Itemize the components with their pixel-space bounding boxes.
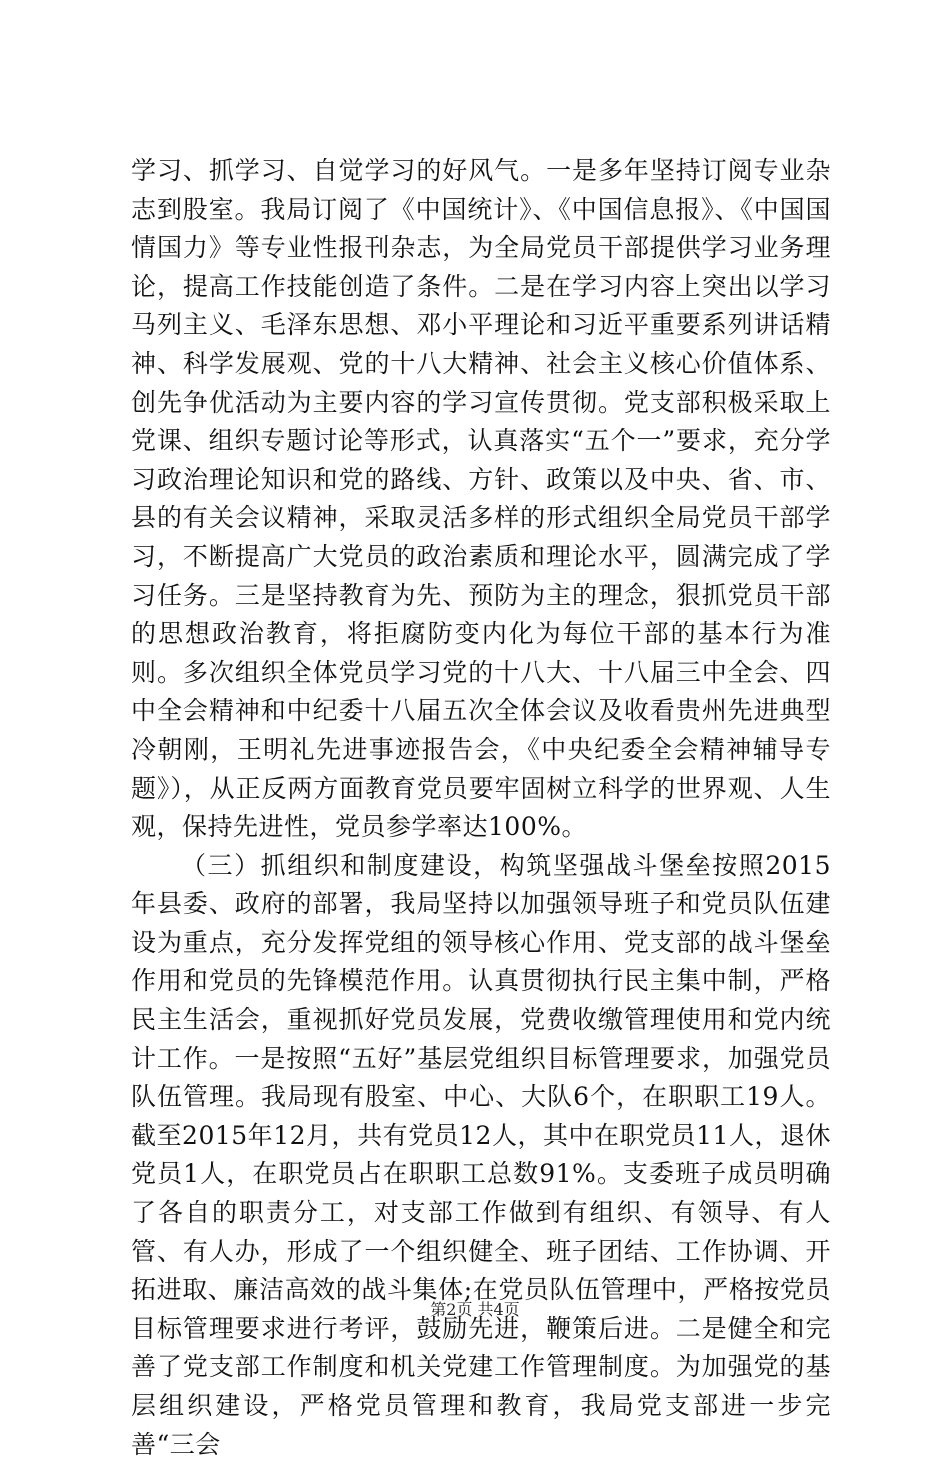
paragraph-study: 学习、抓学习、自觉学习的好风气。一是多年坚持订阅专业杂志到股室。我局订阅了《中国统计》、《中国信息报》、《中国国情国力》等专业性报刊杂志，为全局党员干部提供学习业务理论，提高工作技能创造了条件。二是在学习内容上突出以学习马列主义、毛泽东思想、邓小平理论和习近平重要系列讲话精神、科学发展观、党的十八大精神、社会主义核心价值体系、创先争优活动为主要内容的学习宣传贯彻。党支部积极采取上党课、组织专题讨论等形式，认真落实“五个一”要求，充分学习政治理论知识和党的路线、方针、政策以及中央、省、市、县的有关会议精神，采取灵活多样的形式组织全局党员干部学习，不断提高广大党员的政治素质和理论水平，圆满完成了学习任务。三是坚持教育为先、预防为主的理念，狠抓党员干部的思想政治教育，将拒腐防变内化为每位干部的基本行为准则。多次组织全体党员学习党的十八大、十八届三中全会、四中全会精神和中纪委十八届五次全体会议及收看贵州先进典型冷朝刚，王明礼先进事迹报告会，《中央纪委全会精神辅导专题》），从正反两方面教育党员要牢固树立科学的世界观、人生观，保持先进性，党员参学率达100%。 — [131, 156, 831, 842]
page-number-footer: 第2页 共4页 — [430, 1300, 520, 1319]
document-body — [131, 152, 831, 1464]
paragraph-organization: （三）抓组织和制度建设，构筑坚强战斗堡垒按照2015年县委、政府的部署，我局坚持以加强领导班子和党员队伍建设为重点，充分发挥党组的领导核心作用、党支部的战斗堡垒作用和党员的先锋模范作用。认真贯彻执行民主集中制，严格民主生活会，重视抓好党员发展，党费收缴管理使用和党内统计工作。一是按照“五好”基层党组织目标管理要求，加强党员队伍管理。我局现有股室、中心、大队6个，在职职工19人。截至2015年12月，共有党员12人，其中在职党员11人，退休党员1人，在职党员占在职职工总数91%。支委班子成员明确了各自的职责分工，对支部工作做到有组织、有领导、有人管、有人办，形成了一个组织健全、班子团结、工作协调、开拓进取、廉洁高效的战斗集体;在党员队伍管理中，严格按党员目标管理要求进行考评，鼓励先进，鞭策后进。二是健全和完善了党支部工作制度和机关党建工作管理制度。为加强党的基层组织建设，严格党员管理和教育，我局党支部进一步完善“三会 — [131, 850, 831, 1459]
